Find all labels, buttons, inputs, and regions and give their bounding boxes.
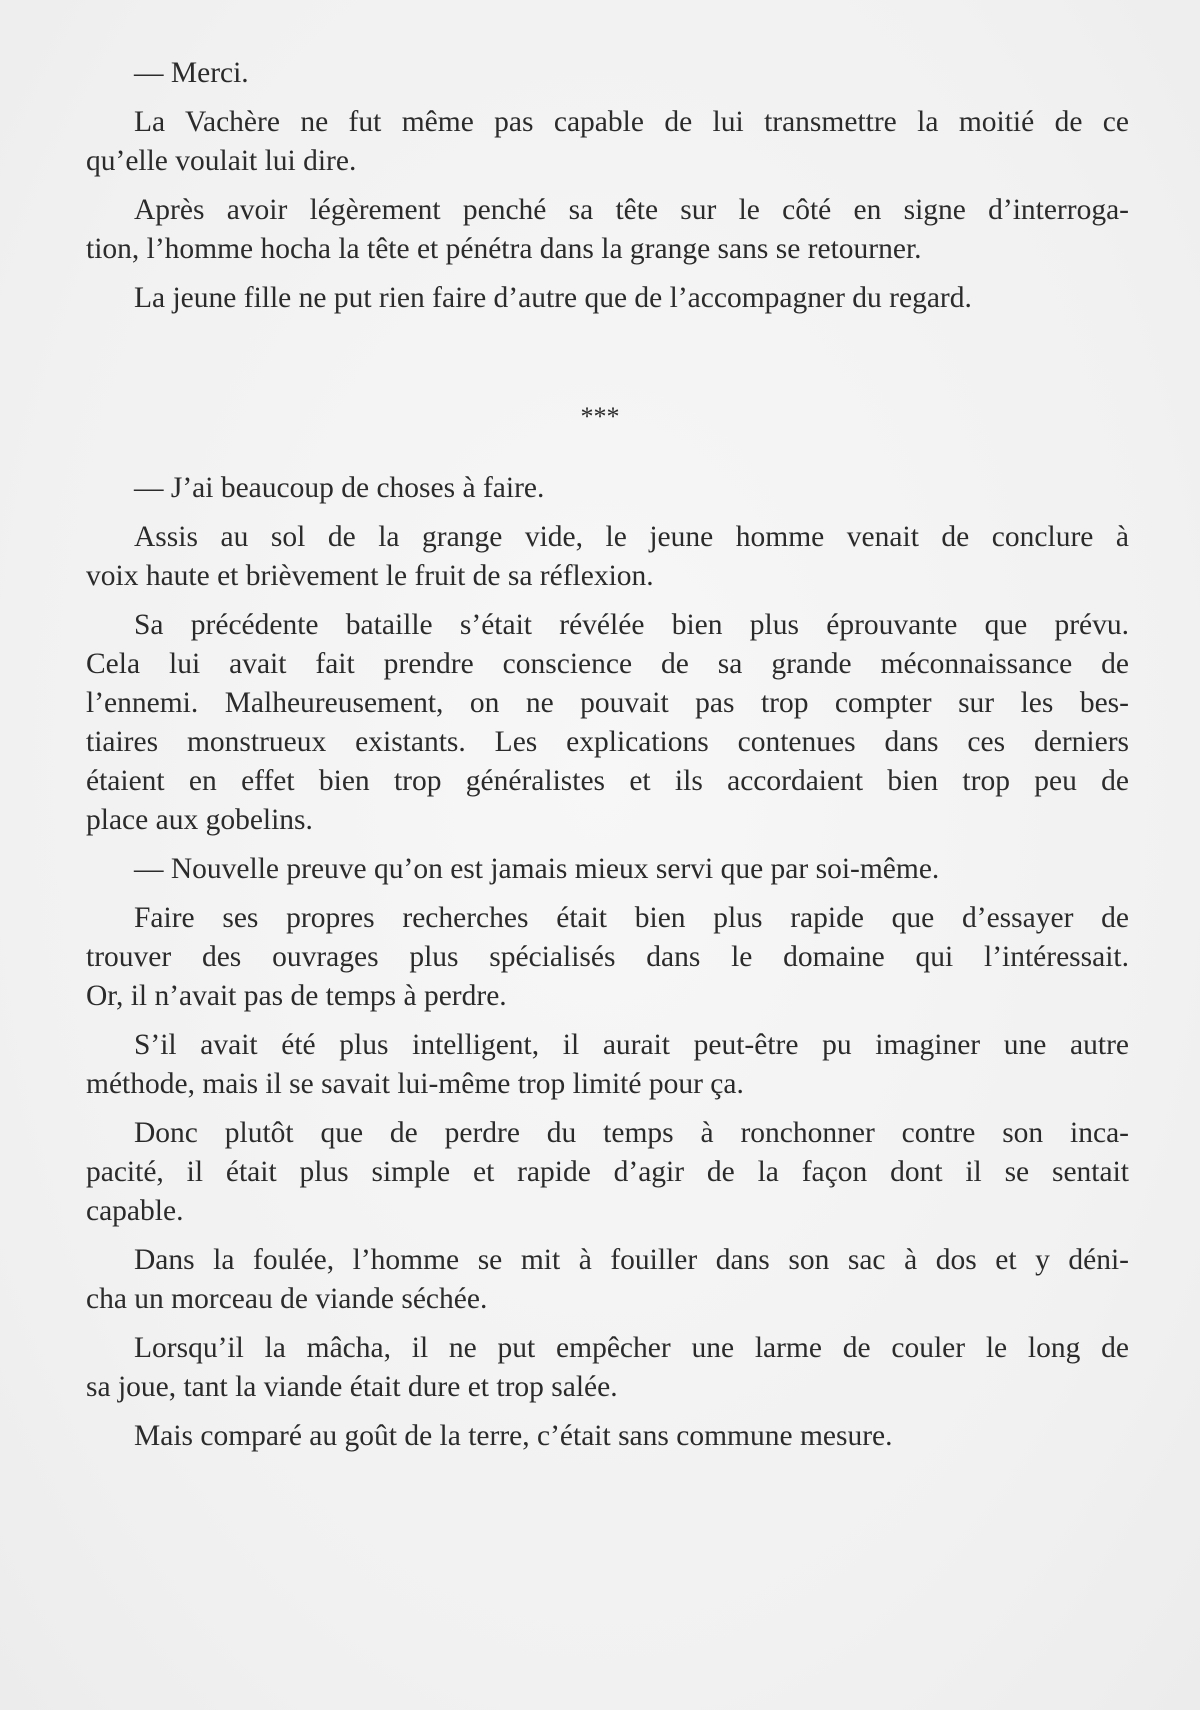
text-line: Lorsqu’il la mâcha, il ne put empêcher une larme de couler le long de <box>134 1332 1129 1364</box>
paragraph <box>86 1417 1129 1456</box>
paragraph <box>86 518 1129 596</box>
paragraph <box>86 469 1129 508</box>
paragraph <box>86 1241 1129 1319</box>
section-separator: *** <box>580 402 620 431</box>
text-line: tiaires monstrueux existants. Les explications contenues dans ces derniers <box>86 726 1129 758</box>
text-section-2 <box>86 469 1129 1466</box>
paragraph <box>86 279 1129 318</box>
text-line: tion, l’homme hocha la tête et pénétra dans la grange sans se retourner. <box>86 233 922 265</box>
text-line: méthode, mais il se savait lui-même trop limité pour ça. <box>86 1068 744 1100</box>
text-line: Dans la foulée, l’homme se mit à fouiller dans son sac à dos et y déni- <box>134 1244 1129 1276</box>
text-line: trouver des ouvrages plus spécialisés dans le domaine qui l’intéressait. <box>86 941 1129 973</box>
paragraph <box>86 103 1129 181</box>
text-line: l’ennemi. Malheureusement, on ne pouvait pas trop compter sur les bes- <box>86 687 1129 719</box>
text-line: — J’ai beaucoup de choses à faire. <box>134 472 545 504</box>
text-line: Or, il n’avait pas de temps à perdre. <box>86 980 507 1012</box>
text-line: Après avoir légèrement penché sa tête sur le côté en signe d’interroga- <box>134 194 1129 226</box>
text-line: Donc plutôt que de perdre du temps à ronchonner contre son inca- <box>134 1117 1129 1149</box>
paragraph <box>86 1114 1129 1231</box>
text-line: — Nouvelle preuve qu’on est jamais mieux servi que par soi-même. <box>134 853 940 885</box>
text-line: La Vachère ne fut même pas capable de lui transmettre la moitié de ce <box>134 106 1129 138</box>
paragraph <box>86 606 1129 840</box>
text-line: La jeune fille ne put rien faire d’autre que de l’accompagner du regard. <box>134 282 972 314</box>
text-line: sa joue, tant la viande était dure et trop salée. <box>86 1371 618 1403</box>
text-line: — Merci. <box>134 57 249 89</box>
text-line: capable. <box>86 1195 184 1227</box>
paragraph <box>86 850 1129 889</box>
text-line: pacité, il était plus simple et rapide d’agir de la façon dont il se sentait <box>86 1156 1129 1188</box>
paragraph <box>86 1329 1129 1407</box>
text-line: Faire ses propres recherches était bien plus rapide que d’essayer de <box>134 902 1129 934</box>
text-line: cha un morceau de viande séchée. <box>86 1283 488 1315</box>
text-section-1 <box>86 54 1129 328</box>
paragraph <box>86 54 1129 93</box>
text-line: Cela lui avait fait prendre conscience de sa grande méconnaissance de <box>86 648 1129 680</box>
text-line: Mais comparé au goût de la terre, c’était sans commune mesure. <box>134 1420 893 1452</box>
text-line: Assis au sol de la grange vide, le jeune homme venait de conclure à <box>134 521 1129 553</box>
paragraph <box>86 899 1129 1016</box>
paragraph <box>86 191 1129 269</box>
text-line: voix haute et brièvement le fruit de sa réflexion. <box>86 560 654 592</box>
text-line: étaient en effet bien trop généralistes et ils accordaient bien trop peu de <box>86 765 1129 797</box>
text-line: Sa précédente bataille s’était révélée bien plus éprouvante que prévu. <box>134 609 1129 641</box>
text-line: S’il avait été plus intelligent, il aurait peut-être pu imaginer une autre <box>134 1029 1129 1061</box>
paragraph <box>86 1026 1129 1104</box>
text-line: qu’elle voulait lui dire. <box>86 145 357 177</box>
text-line: place aux gobelins. <box>86 804 313 836</box>
